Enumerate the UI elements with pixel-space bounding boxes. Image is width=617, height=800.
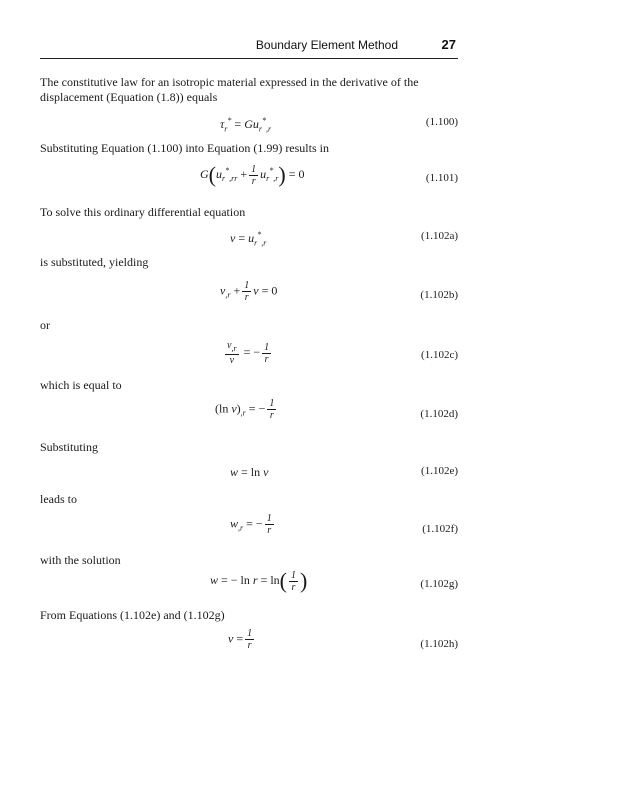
equation-number: (1.101) [425,172,458,184]
equation-number: (1.102e) [421,465,458,477]
paragraph-8: leads to [40,492,77,506]
paragraph-4: is substituted, yielding [40,255,149,269]
equation-body: (ln $v)_{,r}$ = − $\frac{1}{r}$ [215,398,275,421]
equation-number: (1.100) [425,116,458,128]
equation-number: (1.102g) [420,578,458,590]
paragraph-10: From Equations (1.102e) and (1.102g) [40,608,225,622]
equation-body: $G(u_r^*_{,rr}$ + $\frac{1}{r}$ $u_r^*_{,r}) = 0$ [200,162,305,187]
paragraph-7: Substituting [40,440,99,454]
running-title: Boundary Element Method [255,38,398,52]
equation-body: v = $\frac{1}{r}$ [228,628,253,651]
paragraph-9: with the solution [40,553,121,567]
equation-1-102c [40,340,460,380]
equation-number: (1.102h) [420,638,458,650]
equation-1-101 [40,160,460,200]
equation-number: (1.102c) [421,349,458,361]
equation-body: $w_{,r}$ = − $\frac{1}{r}$ [230,513,272,536]
paragraph-5: or [40,318,50,332]
paragraph-2: Substituting Equation (1.100) into Equation (1.99) results in [40,141,329,155]
header-rule [40,58,458,59]
paragraph-3: To solve this ordinary differential equation [40,205,246,219]
page-header [40,38,458,58]
equation-number: (1.102d) [420,408,458,420]
equation-number: (1.102b) [420,289,458,301]
equation-number: (1.102f) [422,523,458,535]
equation-body: w = ln v [230,465,269,479]
equation-1-102f [40,513,460,553]
page-number: 27 [441,37,456,52]
equation-number: (1.102a) [421,230,458,242]
equation-1-102b [40,280,460,320]
paragraph-1: The constitutive law for an isotropic material expressed in the derivative of the displacement (Equation (1.8)) equals [40,75,419,104]
equation-body: $\frac{v_{,r}}{v}$ = − $\frac{1}{r}$ [227,340,270,366]
equation-body: $\tau_r^* = Gu_r^*_{,r}$ [220,116,272,134]
equation-body: $v_{,r}$ + $\frac{1}{r}$ v = 0 [220,280,278,303]
equation-body: w = − ln r = ln( $\frac{1}{r}$ ) [210,568,308,593]
equation-1-102g [40,568,460,608]
equation-1-102h [40,628,460,668]
paragraph-6: which is equal to [40,378,122,392]
equation-body: $v = u_r^*_{,r}$ [230,230,267,248]
equation-1-102d [40,398,460,438]
